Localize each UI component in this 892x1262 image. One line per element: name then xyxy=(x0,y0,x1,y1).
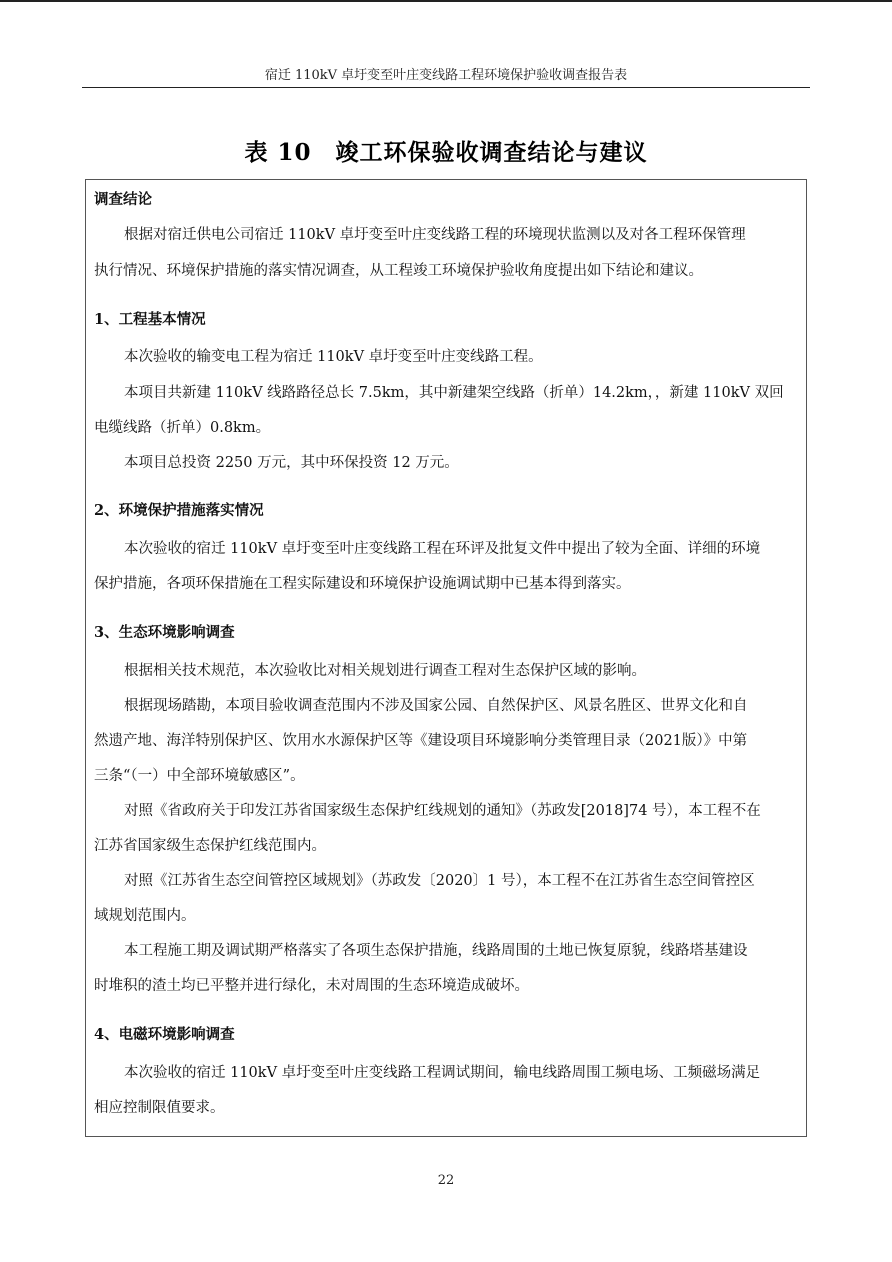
section-4-line-1: 本次验收的宿迁 110kV 卓圩变至叶庄变线路工程调试期间，输电线路周围工频电场、工频磁场满足 xyxy=(124,1065,761,1081)
section-3-heading: 3、生态环境影响调查 xyxy=(94,624,235,641)
top-border-line xyxy=(0,0,892,2)
section-1-line-2: 本项目共新建 110kV 线路路径总长 7.5km，其中新建架空线路（折单）14.2km，，新建 110kV 双回 xyxy=(124,385,784,401)
section-1-heading: 1、工程基本情况 xyxy=(94,311,206,328)
section-3-line-1: 根据相关技术规范，本次验收比对相关规划进行调查工程对生态保护区域的影响。 xyxy=(124,663,646,679)
section-1-line-3: 电缆线路（折单）0.8km。 xyxy=(94,420,271,436)
intro-line-1: 根据对宿迁供电公司宿迁 110kV 卓圩变至叶庄变线路工程的环境现状监测以及对各工程环保管理 xyxy=(124,227,746,243)
page-number: 22 xyxy=(437,1173,455,1188)
section-2-line-2: 保护措施，各项环保措施在工程实际建设和环境保护设施调试期中已基本得到落实。 xyxy=(94,576,631,592)
section-1-line-4: 本项目总投资 2250 万元，其中环保投资 12 万元。 xyxy=(124,455,459,471)
section-3-line-6: 江苏省国家级生态保护红线范围内。 xyxy=(94,838,326,854)
section-3-line-8: 域规划范围内。 xyxy=(94,908,196,924)
header-divider xyxy=(82,87,810,88)
section-4-heading: 4、电磁环境影响调查 xyxy=(94,1026,235,1043)
running-header: 宿迁 110kV 卓圩变至叶庄变线路工程环境保护验收调查报告表 xyxy=(264,68,628,83)
section-2-line-1: 本次验收的宿迁 110kV 卓圩变至叶庄变线路工程在环评及批复文件中提出了较为全面、详细的环境 xyxy=(124,541,761,557)
section-3-line-4: 三条“（一）中全部环境敏感区”。 xyxy=(94,768,305,784)
section-4-line-2: 相应控制限值要求。 xyxy=(94,1100,225,1116)
section-2-heading: 2、环境保护措施落实情况 xyxy=(94,502,264,519)
section-3-line-3: 然遗产地、海洋特别保护区、饮用水水源保护区等《建设项目环境影响分类管理目录（2021版）》中第 xyxy=(94,733,748,749)
section-1-line-1: 本次验收的输变电工程为宿迁 110kV 卓圩变至叶庄变线路工程。 xyxy=(124,349,543,365)
section-3-line-7: 对照《江苏省生态空间管控区域规划》（苏政发〔2020〕1 号），本工程不在江苏省生态空间管控区 xyxy=(124,873,755,889)
section-3-line-9: 本工程施工期及调试期严格落实了各项生态保护措施，线路周围的土地已恢复原貌，线路塔基建设 xyxy=(124,943,748,959)
intro-line-2: 执行情况、环境保护措施的落实情况调查，从工程竣工环境保护验收角度提出如下结论和建议。 xyxy=(94,263,703,279)
section-3-line-10: 时堆积的渣土均已平整并进行绿化，未对周围的生态环境造成破坏。 xyxy=(94,978,529,994)
page-title: 表 10 竣工环保验收调查结论与建议 xyxy=(244,139,648,166)
conclusion-heading: 调查结论 xyxy=(94,191,152,208)
section-3-line-2: 根据现场踏勘，本项目验收调查范围内不涉及国家公园、自然保护区、风景名胜区、世界文化和自 xyxy=(124,698,748,714)
section-3-line-5: 对照《省政府关于印发江苏省国家级生态保护红线规划的通知》（苏政发[2018]74 号），本工程不在 xyxy=(124,803,761,819)
